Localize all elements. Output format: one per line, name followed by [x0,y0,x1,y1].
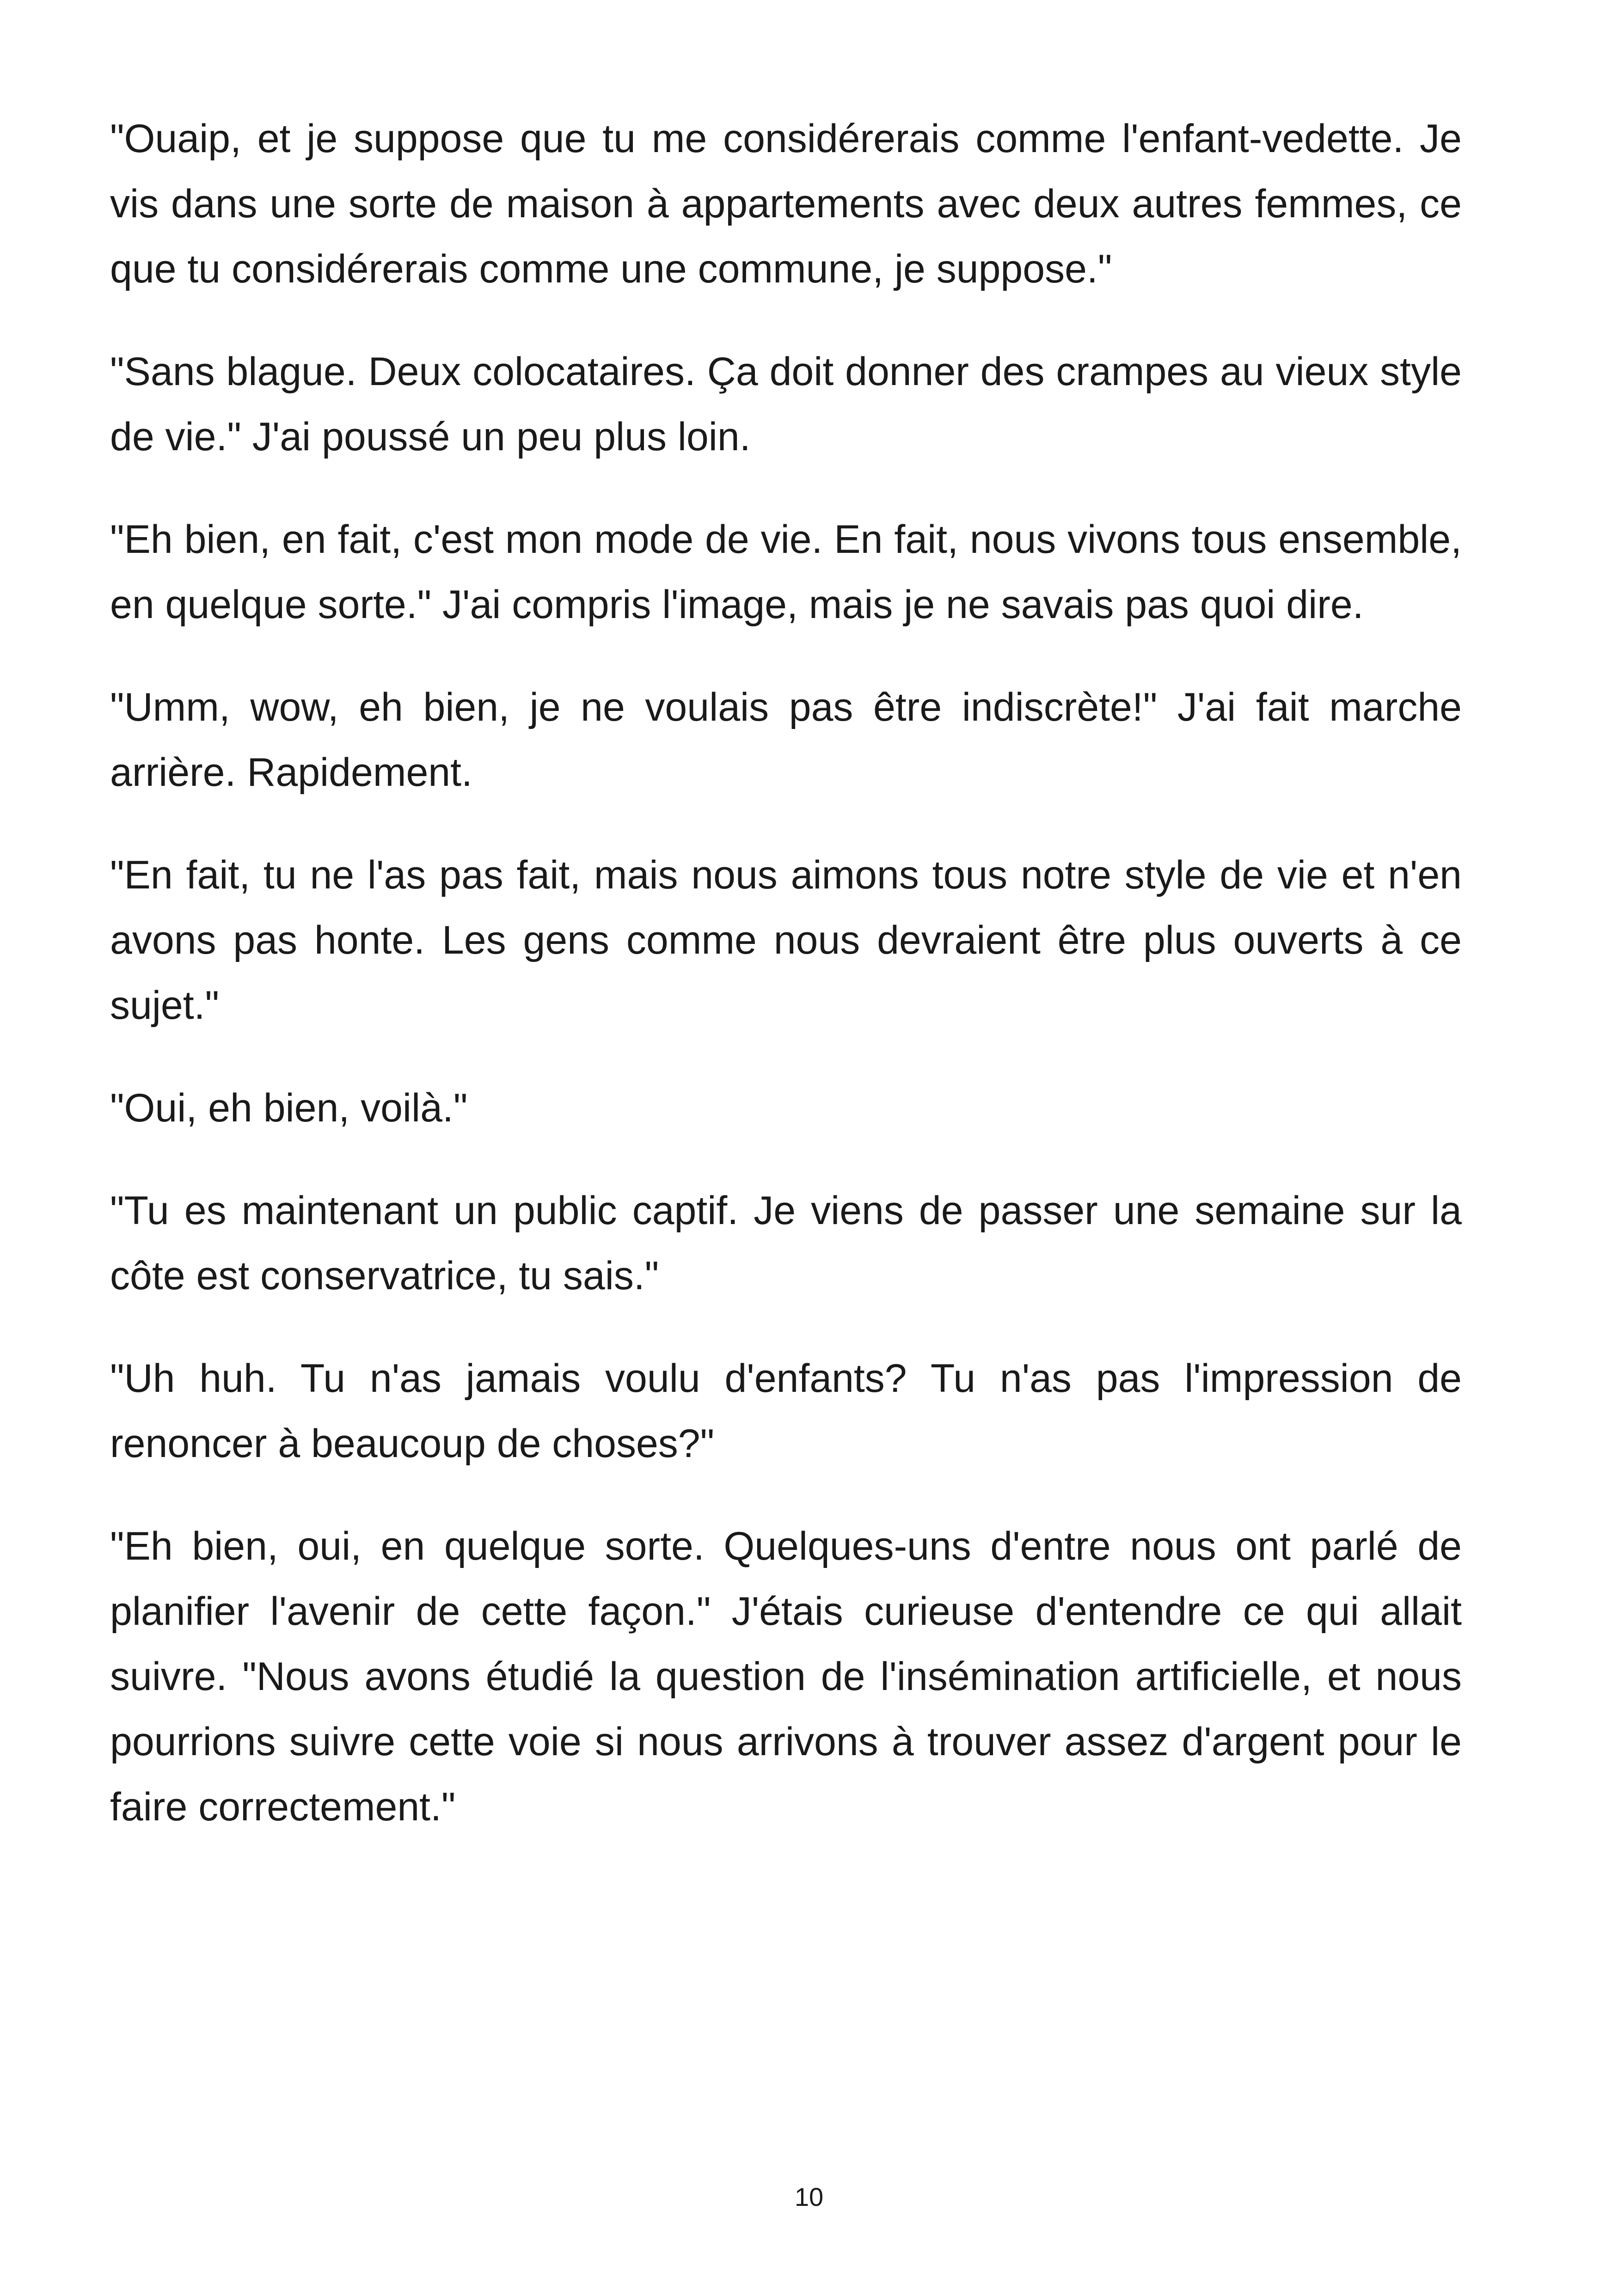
paragraph: "Ouaip, et je suppose que tu me considérerais comme l'enfant-vedette. Je vis dans une sorte de maison à appartements avec deux autres femmes, ce que tu considérerais comme une commune, je suppose." [110,116,1462,291]
paragraph: "Oui, eh bien, voilà." [110,1086,468,1130]
paragraph: "Tu es maintenant un public captif. Je viens de passer une semaine sur la côte est conservatrice, tu sais." [110,1188,1462,1298]
paragraph: "En fait, tu ne l'as pas fait, mais nous aimons tous notre style de vie et n'en avons pas honte. Les gens comme nous devraient être plus ouverts à ce sujet." [110,853,1462,1028]
body-text [110,106,1462,1877]
paragraph: "Umm, wow, eh bien, je ne voulais pas être indiscrète!" J'ai fait marche arrière. Rapidement. [110,685,1462,795]
paragraph: "Eh bien, oui, en quelque sorte. Quelques-uns d'entre nous ont parlé de planifier l'avenir de cette façon." J'étais curieuse d'entendre ce qui allait suivre. "Nous avons étudié la question de l'insémination artificielle, et nous pourrions suivre cette voie si nous arrivons à trouver assez d'argent pour le faire correctement." [110,1524,1462,1829]
page-number: 10 [794,2182,824,2211]
paragraph: "Sans blague. Deux colocataires. Ça doit donner des crampes au vieux style de vie." J'ai poussé un peu plus loin. [110,349,1462,459]
paragraph: "Uh huh. Tu n'as jamais voulu d'enfants? Tu n'as pas l'impression de renoncer à beaucoup de choses?" [110,1356,1462,1466]
paragraph: "Eh bien, en fait, c'est mon mode de vie. En fait, nous vivons tous ensemble, en quelque sorte." J'ai compris l'image, mais je ne savais pas quoi dire. [110,517,1462,627]
